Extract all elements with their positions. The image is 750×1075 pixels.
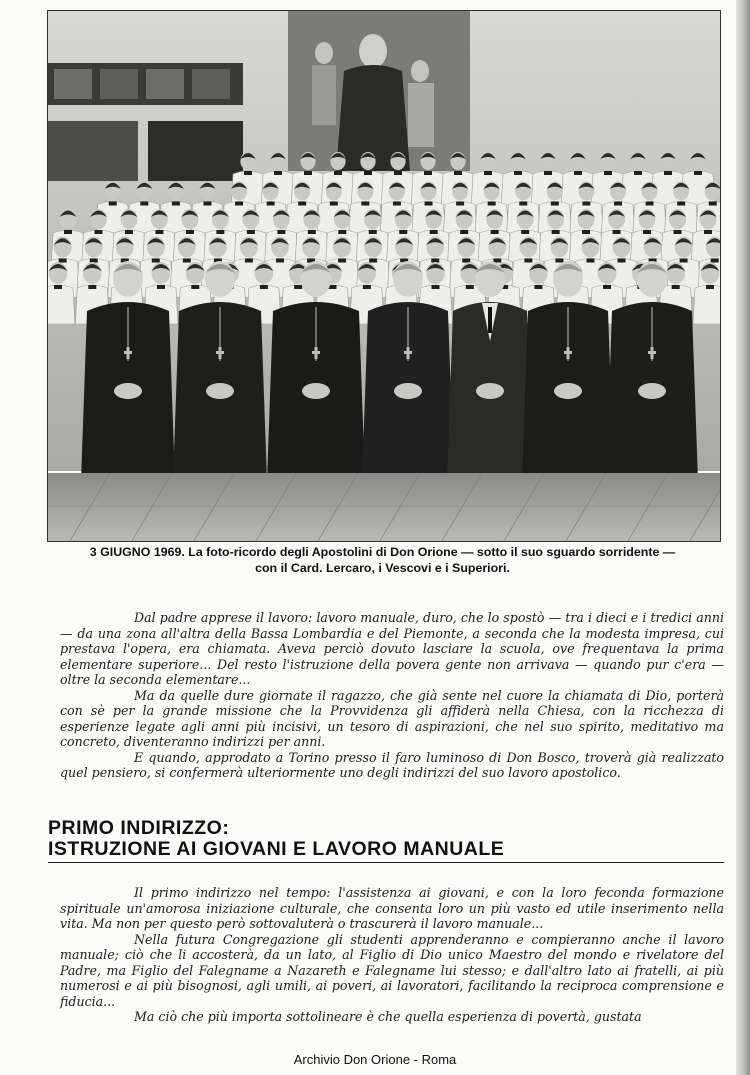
photo-caption: [40, 544, 725, 576]
section-heading: [48, 818, 724, 860]
section-title-line-2: ISTRUZIONE AI GIOVANI E LAVORO MANUALE: [48, 838, 505, 860]
intro-paragraph-3: E quando, approdato a Torino presso il faro luminoso di Don Bosco, troverà già realizzato quel pensiero, si confermerà ulteriormente uno degli indirizzi del suo lavoro apostolico.: [60, 749, 724, 780]
section-divider: [48, 862, 724, 863]
section-paragraph-2: Nella futura Congregazione gli studenti apprenderanno e compieranno anche il lavoro manuale; ciò che li accosterà, da un lato, al Figlio di Dio unico Maestro del mondo e rivelatore del Padre, ma Figlio del Falegname a Nazareth e Falegname lui stesso; e dall'altro lato ai fratelli, ai più numerosi e ai più bisognosi, agli umili, ai poveri, ai lavoratori, facilitando la reciproca comprensione e fiducia...: [60, 931, 724, 1009]
group-photo: [47, 10, 721, 542]
caption-line-1: 3 GIUGNO 1969. La foto-ricordo degli Apostolini di Don Orione — sotto il suo sguardo sorridente —: [89, 545, 676, 559]
archive-footer: Archivio Don Orione - Roma: [293, 1052, 457, 1067]
intro-text: [60, 610, 724, 781]
section-title-line-1: PRIMO INDIRIZZO:: [48, 817, 230, 839]
caption-line-2: con il Card. Lercaro, i Vescovi e i Superiori.: [255, 561, 510, 575]
intro-paragraph-2: Ma da quelle dure giornate il ragazzo, che già sente nel cuore la chiamata di Dio, porterà con sè per la grande missione che la Provvidenza gli affiderà nella Chiesa, con la ricchezza di esperienze legate agli anni più incisivi, un tesoro di aspirazioni, che nel suo spirito, meditativo ma concreto, diventeranno indirizzi per anni.: [60, 687, 724, 749]
portrait-painting: [288, 11, 470, 171]
group-photo-image: [48, 11, 720, 541]
section-paragraph-1: Il primo indirizzo nel tempo: l'assistenza ai giovani, e con la loro feconda formazione spirituale un'amorosa iniziazione culturale, che consenta loro un più vasto ed utile inserimento nella vita. Ma non per questo però sottovaluterà o trascurerà il lavoro manuale...: [60, 885, 724, 931]
page-edge: [736, 0, 750, 1075]
section-paragraph-3: Ma ciò che più importa sottolineare è che quella esperienza di povertà, gustata: [134, 1009, 642, 1024]
section-text: [60, 885, 724, 1025]
intro-paragraph-1: Dal padre apprese il lavoro: lavoro manuale, duro, che lo spostò — tra i dieci e i tredici anni — da una zona all'altra della Bassa Lombardia e del Piemonte, a seconda che la modesta impresa, cui prestava l'opera, era chiamata. Aveva perciò dovuto lasciare la scuola, ove frequentava la prima elementare superiore... Del resto l'istruzione della povera gente non arrivava — quando pur c'era — oltre la seconda elementare...: [60, 610, 724, 687]
